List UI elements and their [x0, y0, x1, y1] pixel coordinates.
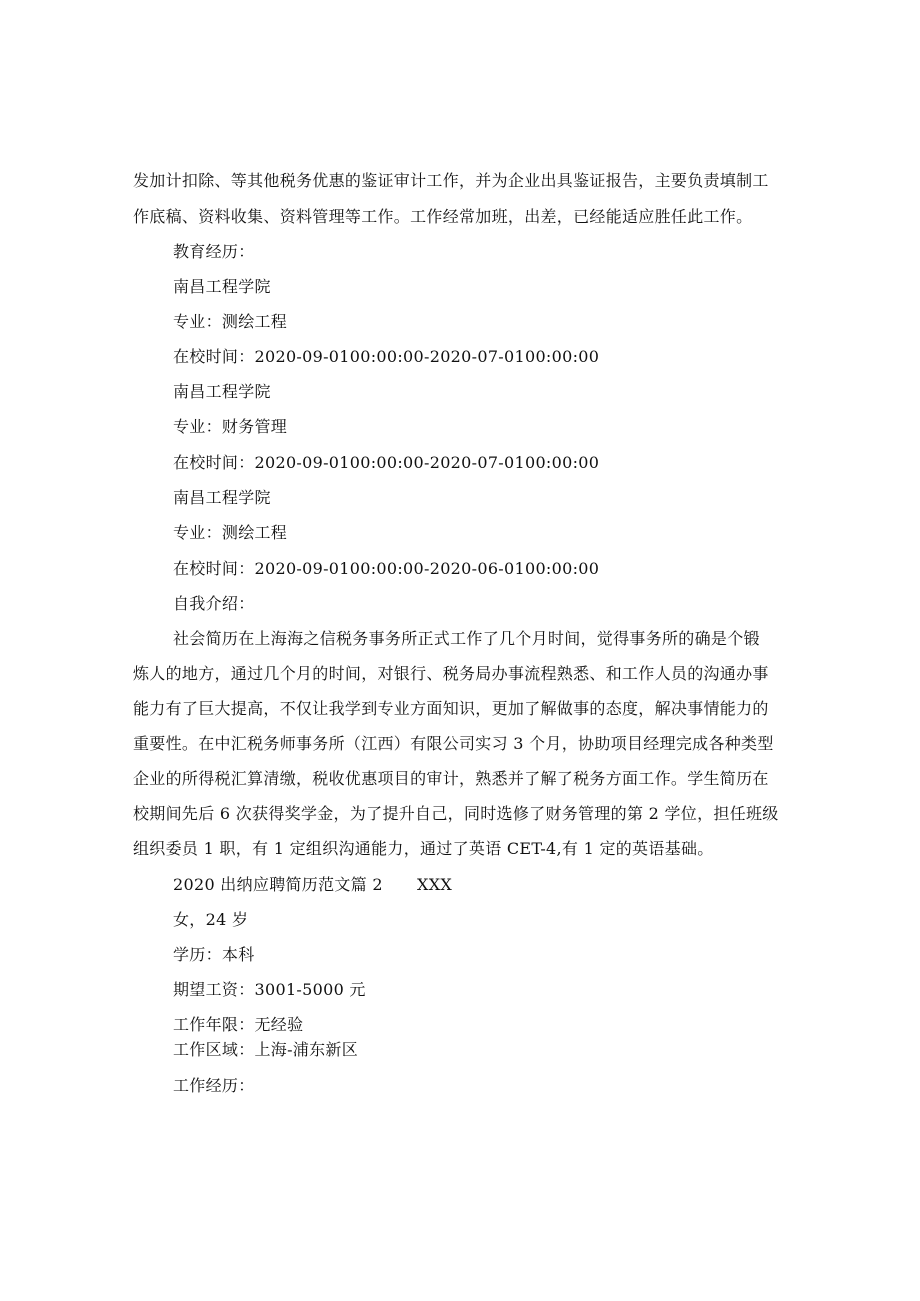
resume-title: 2020 出纳应聘简历范文篇 2	[173, 875, 383, 894]
self-intro-heading: 自我介绍：	[173, 594, 255, 613]
education-school: 南昌工程学院	[173, 277, 271, 296]
education-school: 南昌工程学院	[173, 488, 271, 507]
self-intro-line: 组织委员 1 职，有 1 定组织沟通能力，通过了英语 CET-4,有 1 定的英语基础。	[133, 839, 714, 858]
work-history-heading: 工作经历：	[173, 1076, 255, 1095]
self-intro-line: 炼人的地方，通过几个月的时间，对银行、税务局办事流程熟悉、和工作人员的沟通办事	[133, 664, 769, 683]
education-major: 专业：测绘工程	[173, 523, 288, 542]
education-heading: 教育经历：	[173, 242, 255, 261]
self-intro-line: 校期间先后 6 次获得奖学金，为了提升自己，同时选修了财务管理的第 2 学位，担任班级	[133, 804, 779, 823]
self-intro-line: 企业的所得税汇算清缴，税收优惠项目的审计，熟悉并了解了税务方面工作。学生简历在	[133, 769, 769, 788]
experience-years: 工作年限：无经验	[173, 1015, 304, 1034]
self-intro-line: 重要性。在中汇税务师事务所（江西）有限公司实习 3 个月，协助项目经理完成各种类型	[133, 734, 774, 753]
education-period: 在校时间：2020-09-0100:00:00-2020-06-0100:00:00	[173, 559, 600, 578]
work-area: 工作区域：上海-浦东新区	[173, 1040, 359, 1059]
education-period: 在校时间：2020-09-0100:00:00-2020-07-0100:00:00	[173, 347, 600, 366]
self-intro-line: 能力有了巨大提高，不仅让我学到专业方面知识，更加了解做事的态度，解决事情能力的	[133, 699, 769, 718]
resume-name: XXX	[417, 875, 453, 894]
degree: 学历：本科	[173, 945, 255, 964]
education-major: 专业：测绘工程	[173, 312, 288, 331]
education-major: 专业：财务管理	[173, 417, 288, 436]
intro-line-1: 发加计扣除、等其他税务优惠的鉴证审计工作，并为企业出具鉴证报告，主要负责填制工	[133, 171, 769, 190]
education-school: 南昌工程学院	[173, 382, 271, 401]
intro-line-2: 作底稿、资料收集、资料管理等工作。工作经常加班，出差，已经能适应胜任此工作。	[133, 207, 753, 226]
education-period: 在校时间：2020-09-0100:00:00-2020-07-0100:00:00	[173, 453, 600, 472]
expected-salary: 期望工资：3001-5000 元	[173, 980, 366, 999]
gender-age: 女，24 岁	[173, 910, 249, 929]
self-intro-line: 社会简历在上海海之信税务事务所正式工作了几个月时间，觉得事务所的确是个锻	[173, 629, 760, 648]
